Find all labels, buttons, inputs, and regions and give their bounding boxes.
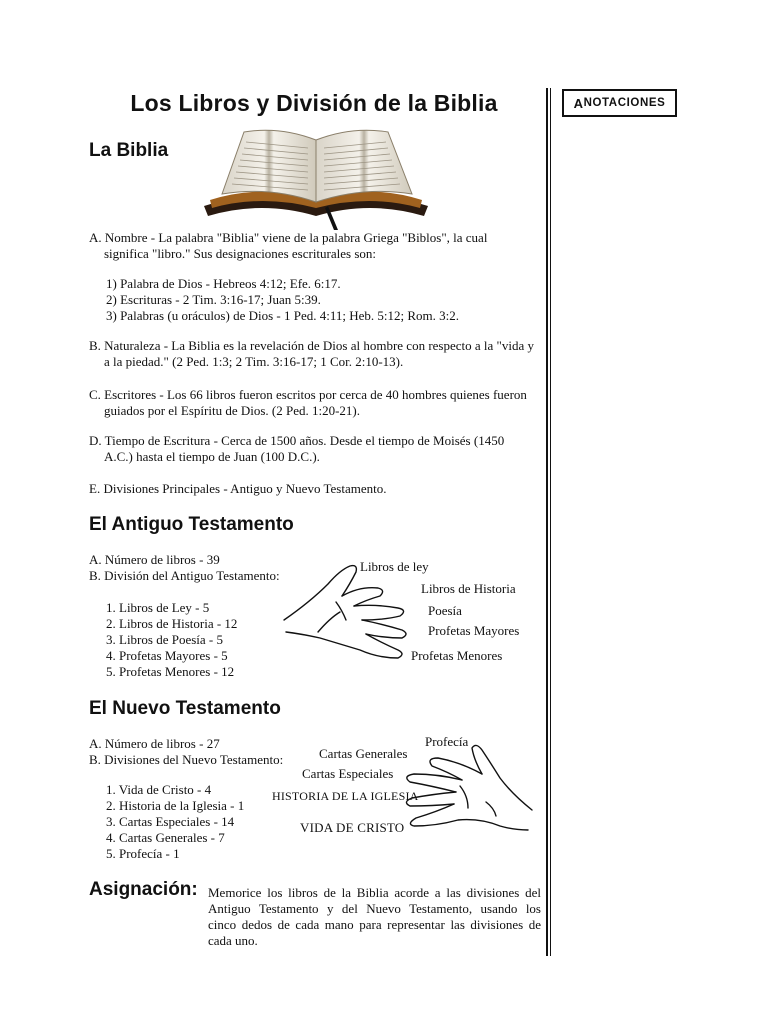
designation-item: 3) Palabras (u oráculos) de Dios - 1 Ped. 4:11; Heb. 5:12; Rom. 3:2.: [106, 308, 459, 323]
section-d-line1: D. Tiempo de Escritura - Cerca de 1500 años. Desde el tiempo de Moisés (1450: [89, 433, 505, 448]
designation-item: 1) Palabra de Dios - Hebreos 4:12; Efe. 6:17.: [106, 276, 341, 291]
designation-item: 2) Escrituras - 2 Tim. 3:16-17; Juan 5:39.: [106, 292, 321, 307]
section-a-line1: A. Nombre - La palabra "Biblia" viene de la palabra Griega "Biblos", la cual: [89, 230, 488, 245]
anotaciones-rest: NOTACIONES: [583, 97, 666, 109]
antiguo-info: [89, 552, 280, 584]
section-c-line1: C. Escritores - Los 66 libros fueron escritos por cerca de 40 hombres quienes fueron: [89, 387, 527, 402]
hand-label-poesia: Poesía: [428, 603, 462, 618]
list-item: 5. Profetas Menores - 12: [106, 664, 235, 679]
hand-label-historia-iglesia: HISTORIA DE LA IGLESIA: [272, 789, 419, 803]
asignacion-line: Memorice los libros de la Biblia acorde a las divisiones del: [208, 885, 541, 900]
antiguo-list: [106, 600, 237, 680]
section-d-line2: A.C.) hasta el tiempo de Juan (100 D.C.).: [104, 449, 320, 464]
hand-label-profetas-menores: Profetas Menores: [411, 648, 503, 663]
list-item: 1. Libros de Ley - 5: [106, 600, 210, 615]
hand-label-vida-cristo: VIDA DE CRISTO: [300, 820, 405, 835]
right-hand-illustration: [396, 738, 536, 834]
hand-label-cartas-especiales: Cartas Especiales: [302, 766, 394, 781]
asignacion-line: cada uno.: [208, 933, 258, 948]
section-b-line2: a la piedad." (2 Ped. 1:3; 2 Tim. 3:16-17; 1 Cor. 2:10-13).: [104, 354, 404, 369]
page-title: Los Libros y División de la Biblia: [130, 90, 498, 116]
heading-antiguo-testamento: El Antiguo Testamento: [89, 514, 294, 535]
section-c: [89, 387, 542, 419]
heading-asignacion: Asignación:: [89, 879, 198, 900]
list-item: 3. Cartas Especiales - 14: [106, 814, 235, 829]
hand-label-profetas-mayores: Profetas Mayores: [428, 623, 520, 638]
list-item: 2. Historia de la Iglesia - 1: [106, 798, 245, 813]
column-divider-thin: [550, 88, 551, 956]
designations-list: [106, 276, 459, 324]
list-item: 5. Profecía - 1: [106, 846, 180, 861]
section-a: [89, 230, 542, 262]
nuevo-count: A. Número de libros - 27: [89, 736, 220, 751]
list-item: 4. Cartas Generales - 7: [106, 830, 225, 845]
heading-la-biblia: La Biblia: [89, 140, 169, 161]
antiguo-count: A. Número de libros - 39: [89, 552, 220, 567]
asignacion-line: cinco dedos de cada mano para representar las divisiones de: [208, 917, 541, 932]
hand-label-cartas-generales: Cartas Generales: [319, 746, 408, 761]
nuevo-division-title: B. Divisiones del Nuevo Testamento:: [89, 752, 284, 767]
antiguo-division-title: B. División del Antiguo Testamento:: [89, 568, 280, 583]
list-item: 3. Libros de Poesía - 5: [106, 632, 223, 647]
asignacion-line: Antiguo Testamento y del Nuevo Testamento, usando los: [208, 901, 541, 916]
section-d: [89, 433, 542, 465]
list-item: 1. Vida de Cristo - 4: [106, 782, 212, 797]
asignacion-text: [208, 885, 541, 949]
hand-label-profecia: Profecía: [425, 734, 469, 749]
hand-label-ley: Libros de ley: [360, 559, 429, 574]
nuevo-list: [106, 782, 244, 862]
section-e: [89, 481, 542, 497]
section-b: [89, 338, 542, 370]
hand-label-historia: Libros de Historia: [421, 581, 516, 596]
section-b-line1: B. Naturaleza - La Biblia es la revelación de Dios al hombre con respecto a la "vida y: [89, 338, 534, 353]
nuevo-info: [89, 736, 283, 768]
list-item: 4. Profetas Mayores - 5: [106, 648, 228, 663]
anotaciones-box: [562, 89, 677, 117]
section-e-line1: E. Divisiones Principales - Antiguo y Nuevo Testamento.: [89, 481, 387, 496]
anotaciones-initial: A: [573, 95, 584, 111]
heading-nuevo-testamento: El Nuevo Testamento: [89, 698, 281, 719]
section-c-line2: guiados por el Espíritu de Dios. (2 Ped. 1:20-21).: [104, 403, 360, 418]
column-divider: [546, 88, 548, 956]
list-item: 2. Libros de Historia - 12: [106, 616, 238, 631]
open-bible-image: [200, 128, 432, 232]
section-a-line2: significa "libro." Sus designaciones escriturales son:: [104, 246, 377, 261]
